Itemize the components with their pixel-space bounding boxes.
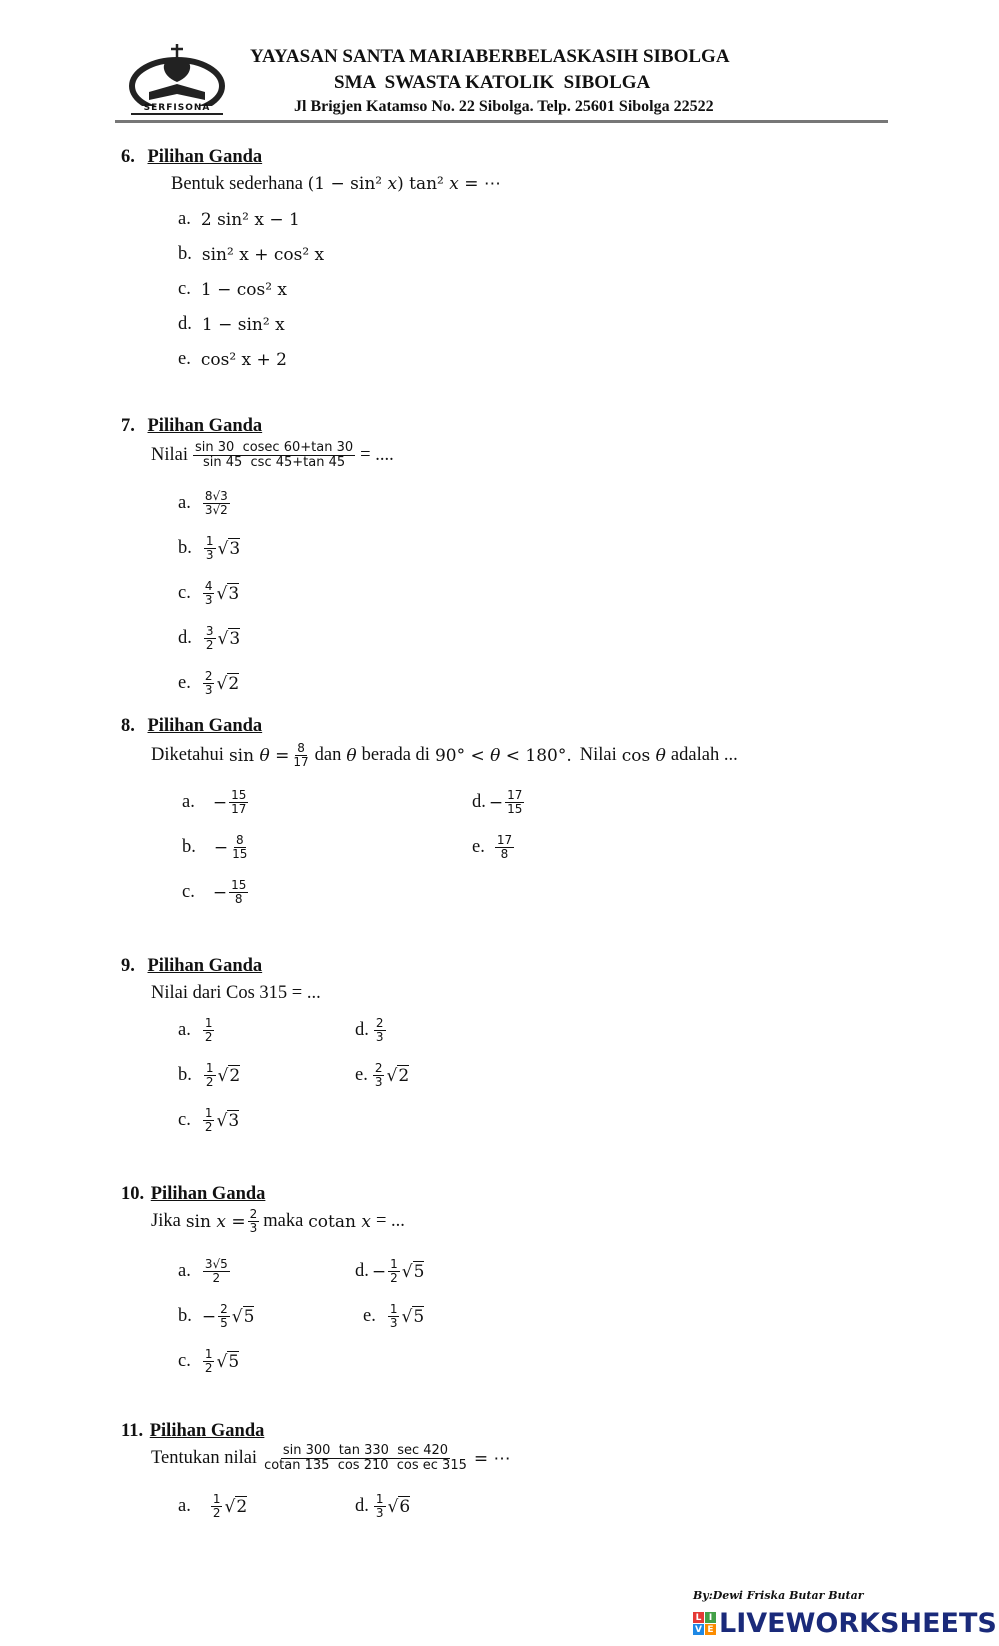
question-9-option-c[interactable]	[178, 1107, 239, 1134]
option-fraction: $\frac{3}{2}$	[205, 624, 214, 653]
option-text: 2 sin² x − 1	[200, 209, 300, 230]
option-root: √3	[217, 628, 241, 649]
option-label: d.	[178, 628, 192, 649]
question-type: Pilihan Ganda	[147, 956, 263, 976]
option-label: e.	[355, 1065, 368, 1086]
option-text: 1 − sin² x	[201, 314, 285, 335]
option-fraction: $\frac{1}{3}$	[375, 1492, 384, 1521]
question-type: Pilihan Ganda	[149, 1421, 265, 1441]
option-sign: −	[212, 882, 228, 903]
question-number: 10.	[121, 1184, 145, 1204]
option-label: a.	[178, 1020, 191, 1041]
option-label: e.	[178, 673, 191, 694]
option-label: a.	[178, 1261, 191, 1282]
stem-text: Jika	[151, 1211, 181, 1232]
question-9-option-b[interactable]	[178, 1062, 240, 1089]
stem-text-5: adalah ...	[670, 745, 738, 766]
question-11-stem	[151, 1444, 511, 1474]
stem-text-4: Nilai	[579, 745, 617, 766]
option-sign: −	[201, 1306, 217, 1327]
liveworksheets-wordmark: LIVEWORKSHEETS	[719, 1608, 997, 1639]
question-10-option-a[interactable]	[178, 1258, 232, 1285]
question-6-option-b[interactable]	[178, 244, 324, 265]
stem-end: = ...	[375, 1211, 405, 1232]
stem-formula-cos: cos θ	[621, 745, 666, 766]
question-7-option-d[interactable]	[178, 625, 240, 652]
question-8-option-a[interactable]	[182, 789, 250, 816]
question-7-option-e[interactable]	[178, 670, 239, 697]
option-label: a.	[178, 1496, 191, 1517]
option-label: c.	[182, 882, 195, 903]
question-9-stem: Nilai dari Cos 315 = ...	[151, 983, 321, 1003]
question-6-option-d[interactable]	[178, 314, 285, 335]
option-label: b.	[178, 538, 192, 559]
option-fraction: $\frac{3√5}{2}$	[204, 1257, 228, 1286]
question-number: 7.	[121, 416, 135, 436]
stem-formula-sin: sin θ =	[228, 745, 290, 766]
option-sign: −	[212, 792, 228, 813]
question-10-option-e[interactable]	[363, 1303, 424, 1330]
stem-fraction: $\frac{\sin 300 \tan 330 \sec 420}{\text{cotan 135 cos 210 cos ec 315}}$	[264, 1443, 467, 1474]
question-6-option-a[interactable]	[178, 209, 300, 230]
option-label: e.	[178, 349, 191, 369]
question-6-stem	[171, 174, 501, 195]
option-root: √2	[224, 1496, 248, 1517]
stem-theta: θ	[346, 745, 357, 766]
header-divider	[115, 120, 888, 123]
stem-formula-end: = ⋯	[473, 1448, 511, 1469]
option-root: √5	[401, 1306, 425, 1327]
option-fraction: $\frac{1}{2}$	[204, 1106, 213, 1135]
author-credit: By:Dewi Friska Butar Butar	[693, 1589, 864, 1602]
option-root: √2	[386, 1065, 410, 1086]
question-type: Pilihan Ganda	[150, 1184, 266, 1204]
option-fraction: $\frac{1}{2}$	[204, 1016, 213, 1045]
question-9-option-d[interactable]	[355, 1017, 388, 1044]
option-label: c.	[178, 1351, 191, 1372]
option-fraction: $\frac{4}{3}$	[204, 579, 213, 608]
option-fraction: $\frac{1}{2}$	[205, 1061, 214, 1090]
stem-text: Tentukan nilai	[151, 1448, 258, 1469]
question-6-option-c[interactable]	[178, 279, 287, 300]
question-11-heading	[121, 1421, 264, 1442]
stem-text-2: maka	[263, 1211, 304, 1232]
question-10-option-b[interactable]	[178, 1303, 254, 1330]
option-label: a.	[178, 209, 191, 229]
stem-formula-sin: sin x =	[185, 1211, 246, 1232]
option-root: √5	[216, 1351, 240, 1372]
option-fraction: $\frac{1}{2}$	[212, 1492, 221, 1521]
option-root: √6	[387, 1496, 411, 1517]
option-root: √2	[217, 1065, 241, 1086]
option-sign: −	[213, 837, 229, 858]
option-fraction: $\frac{17}{15}$	[507, 788, 523, 817]
question-10-option-d[interactable]	[355, 1258, 424, 1285]
stem-formula: (1 − sin² x) tan² x = ⋯	[307, 174, 501, 194]
question-11-option-d[interactable]	[355, 1493, 410, 1520]
option-root: √3	[217, 538, 241, 559]
option-label: b.	[182, 837, 196, 858]
option-text: 1 − cos² x	[200, 279, 287, 300]
option-fraction: $\frac{2}{3}$	[374, 1061, 383, 1090]
question-7-option-b[interactable]	[178, 535, 240, 562]
option-label: b.	[178, 1065, 192, 1086]
question-10-heading	[121, 1184, 265, 1205]
question-9-option-e[interactable]	[355, 1062, 409, 1089]
stem-text: Nilai	[151, 445, 188, 466]
question-10-stem	[151, 1208, 405, 1235]
question-6-option-e[interactable]	[178, 349, 287, 370]
stem-text-3: berada di	[361, 745, 430, 766]
question-8-heading	[121, 716, 262, 737]
stem-fraction: $\frac{2}{3}$	[249, 1207, 258, 1236]
option-fraction: $\frac{1}{2}$	[390, 1257, 398, 1286]
option-label: d.	[355, 1020, 369, 1041]
option-fraction: $\frac{2}{5}$	[220, 1302, 228, 1331]
option-text: cos² x + 2	[200, 349, 287, 370]
question-type: Pilihan Ganda	[147, 147, 263, 167]
option-label: a.	[178, 493, 191, 514]
question-type: Pilihan Ganda	[147, 716, 263, 736]
option-label: e.	[363, 1306, 376, 1327]
stem-text: Bentuk sederhana	[171, 174, 304, 194]
header-address: Jl Brigjen Katamso No. 22 Sibolga. Telp. 25601 Sibolga 22522	[294, 98, 714, 115]
question-9-heading	[121, 956, 262, 977]
question-11-option-a[interactable]	[178, 1493, 247, 1520]
logo-text: SERFISONA	[131, 103, 223, 115]
question-number: 8.	[121, 716, 135, 736]
stem-fraction: $\frac{8}{17}$	[293, 741, 309, 770]
option-sign: −	[371, 1261, 387, 1282]
question-8-option-e[interactable]	[472, 834, 516, 861]
option-fraction: $\frac{8}{15}$	[232, 833, 248, 862]
stem-text: Diketahui	[151, 745, 224, 766]
option-text: sin² x + cos² x	[201, 244, 325, 265]
question-7-option-a[interactable]	[178, 490, 232, 517]
option-root: √5	[401, 1261, 425, 1282]
option-label: d.	[355, 1496, 369, 1517]
question-7-option-c[interactable]	[178, 580, 239, 607]
stem-fraction: $\frac{\sin 30 cosec 60+\tan 30}{\sin 45 \csc 45+\tan 45}$	[195, 440, 354, 471]
question-7-heading	[121, 416, 262, 437]
option-fraction: $\frac{17}{8}$	[496, 833, 513, 862]
question-number: 11.	[121, 1421, 144, 1441]
option-label: a.	[182, 792, 195, 813]
option-fraction: $\frac{8√3}{3√2}$	[204, 489, 228, 518]
stem-text-2: dan	[314, 745, 342, 766]
option-label: d.	[355, 1261, 369, 1282]
school-logo	[127, 44, 227, 120]
question-6-heading	[121, 147, 262, 168]
question-8-stem	[151, 742, 738, 769]
option-label: e.	[472, 837, 485, 858]
question-type: Pilihan Ganda	[147, 416, 263, 436]
liveworksheets-tiles-icon: L I V E	[693, 1612, 716, 1635]
question-8-option-d[interactable]	[472, 789, 526, 816]
option-fraction: $\frac{2}{3}$	[204, 669, 213, 698]
stem-formula-range: 90° < θ < 180°.	[434, 745, 572, 766]
option-root: √5	[231, 1306, 255, 1327]
option-root: √3	[216, 1110, 240, 1131]
option-label: c.	[178, 1110, 191, 1131]
option-label: c.	[178, 583, 191, 604]
question-number: 6.	[121, 147, 135, 167]
question-7-stem	[151, 441, 394, 471]
stem-end: = ....	[360, 445, 394, 466]
option-sign: −	[488, 792, 504, 813]
option-label: d.	[472, 792, 486, 813]
option-label: b.	[178, 244, 192, 264]
option-fraction: $\frac{15}{17}$	[231, 788, 247, 817]
option-root: √3	[216, 583, 240, 604]
stem-formula-cotan: cotan x	[308, 1211, 371, 1232]
option-label: b.	[178, 1306, 192, 1327]
question-8-option-c[interactable]	[182, 879, 250, 906]
header-foundation-name: YAYASAN SANTA MARIABERBELASKASIH SIBOLGA	[250, 46, 730, 67]
option-label: d.	[178, 314, 192, 334]
option-fraction: $\frac{15}{8}$	[231, 878, 247, 907]
header-school-name: SMA SWASTA KATOLIK SIBOLGA	[334, 72, 651, 93]
question-9-option-a[interactable]	[178, 1017, 216, 1044]
option-fraction: $\frac{2}{3}$	[375, 1016, 384, 1045]
question-number: 9.	[121, 956, 135, 976]
option-fraction: $\frac{1}{2}$	[204, 1347, 213, 1376]
question-10-option-c[interactable]	[178, 1348, 239, 1375]
question-8-option-b[interactable]	[182, 834, 251, 861]
option-root: √2	[216, 673, 240, 694]
option-fraction: $\frac{1}{3}$	[205, 534, 214, 563]
liveworksheets-logo[interactable]	[693, 1608, 997, 1639]
option-label: c.	[178, 279, 191, 299]
option-fraction: $\frac{1}{3}$	[389, 1302, 398, 1331]
